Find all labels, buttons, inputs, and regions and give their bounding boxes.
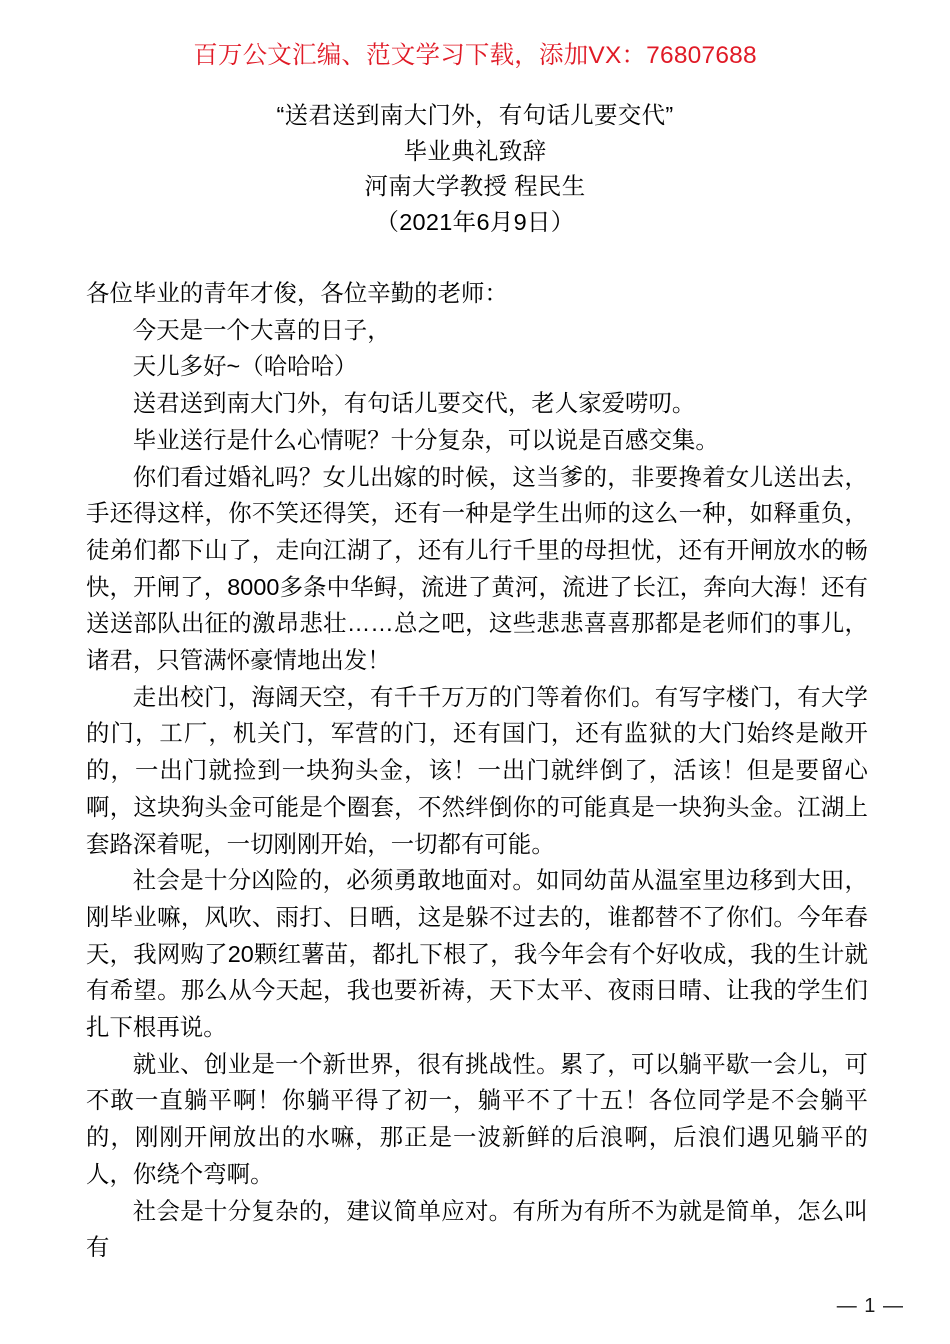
paragraph-salutation: 各位毕业的青年才俊，各位辛勤的老师： — [86, 280, 508, 306]
document-title-line-1: “送君送到南大门外，有句话儿要交代” — [276, 102, 674, 128]
paragraph-1: 今天是一个大喜的日子， — [132, 316, 391, 343]
paragraph-2: 天儿多好~（哈哈哈） — [132, 353, 358, 380]
paragraph-8: 就业、创业是一个新世界，很有挑战性。累了，可以躺平歇一会儿，可不敢一直躺平啊！你躺平得了初一，躺平不了十五！各位同学是不会躺平的，刚刚开闸放出的水嘛，那正是一波新鲜的后浪啊，后浪们遇见躺平的人，你绕个弯啊。 — [86, 1050, 868, 1187]
paragraph-4: 毕业送行是什么心情呢？十分复杂，可以说是百感交集。 — [132, 426, 719, 453]
paragraph-6: 走出校门，海阔天空，有千千万万的门等着你们。有写字楼门，有大学的门，工厂，机关门，军营的门，还有国门，还有监狱的大门始终是敞开的，一出门就捡到一块狗头金，该！一出门就绊倒了，活该！但是要留心啊，这块狗头金可能是个圈套，不然绊倒你的可能真是一块狗头金。江湖上套路深着呢，一切刚刚开始，一切都有可能。 — [86, 683, 868, 857]
paragraph-7: 社会是十分凶险的，必须勇敢地面对。如同幼苗从温室里边移到大田，刚毕业嘛，风吹、雨打、日晒，这是躲不过去的，谁都替不了你们。今年春天，我网购了20颗红薯苗，都扎下根了，我今年会有个好收成，我的生计就有希望。那么从今天起，我也要祈祷，天下太平、夜雨日晴、让我的学生们扎下根再说。 — [86, 867, 868, 1041]
title-block — [0, 98, 950, 240]
promo-header-banner: 百万公文汇编、范文学习下载，添加VX：76807688 — [193, 42, 757, 69]
document-title-line-3: 河南大学教授 程民生 — [364, 173, 586, 199]
document-body — [86, 275, 868, 1266]
paragraph-9: 社会是十分复杂的，建议简单应对。有所为有所不为就是简单，怎么叫有 — [86, 1197, 868, 1261]
page-number-footer: — 1 — — [836, 1295, 904, 1317]
document-title-line-2: 毕业典礼致辞 — [403, 137, 547, 164]
paragraph-3: 送君送到南大门外，有句话儿要交代，老人家爱唠叨。 — [132, 390, 696, 417]
paragraph-5: 你们看过婚礼吗？女儿出嫁的时候，这当爹的，非要搀着女儿送出去，手还得这样，你不笑还得笑，还有一种是学生出师的这么一种，如释重负，徒弟们都下山了，走向江湖了，还有儿行千里的母担忧，还有开闸放水的畅快，开闸了，8000多条中华鲟，流进了黄河，流进了长江，奔向大海！还有送送部队出征的激昂悲壮……总之吧，这些悲悲喜喜那都是老师们的事儿，诸君，只管满怀豪情地出发！ — [86, 463, 868, 674]
document-title-line-4: （2021年6月9日） — [375, 208, 575, 235]
